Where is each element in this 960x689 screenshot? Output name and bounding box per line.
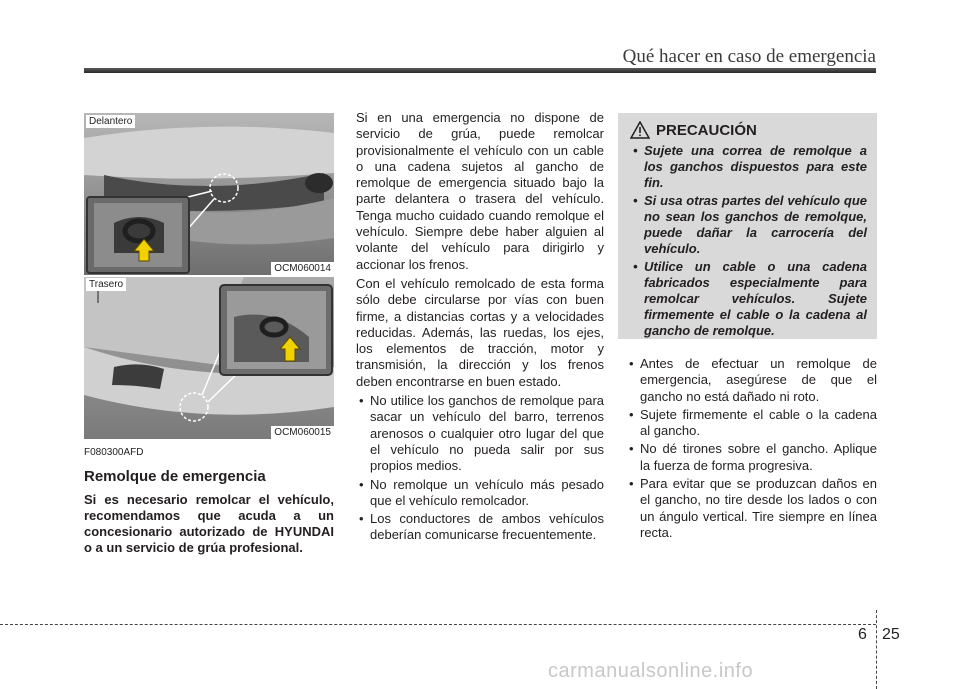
page-number: 25 bbox=[882, 626, 900, 643]
section-code: F080300AFD bbox=[84, 447, 144, 458]
chapter-number: 6 bbox=[858, 626, 867, 643]
list-item: • Antes de efectuar un remolque de emergencia, asegúrese de que el gancho no está dañado ni roto. bbox=[626, 356, 877, 405]
rear-figure-code: OCM060015 bbox=[271, 426, 334, 439]
list-item: • No dé tirones sobre el gancho. Aplique la fuerza de forma progresiva. bbox=[626, 441, 877, 474]
right-column bbox=[626, 356, 877, 543]
list-item: • No utilice los ganchos de remolque para sacar un vehículo del barro, terrenos arenosos o cualquier otro lugar del que el vehículo no pueda salir por sus propios medios. bbox=[356, 393, 604, 474]
watermark: carmanualsonline.info bbox=[548, 660, 754, 682]
bullet-list bbox=[626, 356, 877, 541]
list-item: • No remolque un vehículo más pesado que el vehículo remolcador. bbox=[356, 477, 604, 510]
bullet-list bbox=[356, 393, 604, 544]
caution-box bbox=[618, 113, 877, 339]
list-item: • Para evitar que se produzcan daños en el gancho, no tire desde los lados o con un ángulo vertical. Tire siempre en línea recta. bbox=[626, 476, 877, 541]
page-divider bbox=[876, 610, 877, 689]
caution-list bbox=[630, 143, 867, 339]
footer-rule bbox=[0, 624, 876, 625]
paragraph: Con el vehículo remolcado de esta forma sólo debe circularse por vías con buen firme, a distancias cortas y a velocidades reducidas. Además, las ruedas, los ejes, los elementos de tracción, motor y transmisión, la dirección y los frenos deben encontrarse en buen estado. bbox=[356, 275, 604, 389]
front-figure-code: OCM060014 bbox=[271, 262, 334, 275]
front-bumper-illustration bbox=[84, 113, 334, 275]
warning-triangle-icon bbox=[630, 121, 650, 139]
paragraph: Si en una emergencia no dispone de servicio de grúa, puede remolcar provisionalmente el vehículo con un cable o una cadena sujetos al gancho de remolque de emergencia situado bajo la parte delantera o trasera del vehículo. Tenga mucho cuidado cuando remolque el vehículo. Siempre debe haber alguien al volante del vehículo para dirigirlo y accionar los frenos. bbox=[356, 110, 604, 272]
running-header: Qué hacer en caso de emergencia bbox=[622, 46, 876, 67]
caution-header bbox=[630, 121, 867, 139]
caution-title: PRECAUCIÓN bbox=[656, 121, 757, 139]
list-item: • Utilice un cable o una cadena fabricados especialmente para remolcar vehículos. Sujete firmemente el cable o la cadena al gancho de remolque. bbox=[630, 259, 867, 339]
middle-column bbox=[356, 110, 604, 546]
list-item: • Si usa otras partes del vehículo que no sean los ganchos de remolque, puede dañar la carrocería del vehículo. bbox=[630, 193, 867, 257]
rear-bumper-illustration bbox=[84, 277, 334, 439]
list-item: • Los conductores de ambos vehículos deberían comunicarse frecuentemente. bbox=[356, 511, 604, 544]
front-tow-hook-photo bbox=[84, 113, 334, 275]
list-item: • Sujete una correa de remolque a los ganchos dispuestos para este fin. bbox=[630, 143, 867, 191]
section-heading: Remolque de emergencia bbox=[84, 468, 266, 486]
header-rule bbox=[84, 68, 876, 73]
list-item: • Sujete firmemente el cable o la cadena al gancho. bbox=[626, 407, 877, 440]
left-column bbox=[84, 445, 334, 557]
rear-label: Trasero bbox=[86, 278, 126, 291]
rear-tow-hook-photo bbox=[84, 277, 334, 439]
lead-paragraph: Si es necesario remolcar el vehículo, recomendamos que acuda a un concesionario autorizado de HYUNDAI o a un servicio de grúa profesional. bbox=[84, 491, 334, 556]
front-label: Delantero bbox=[86, 115, 135, 128]
